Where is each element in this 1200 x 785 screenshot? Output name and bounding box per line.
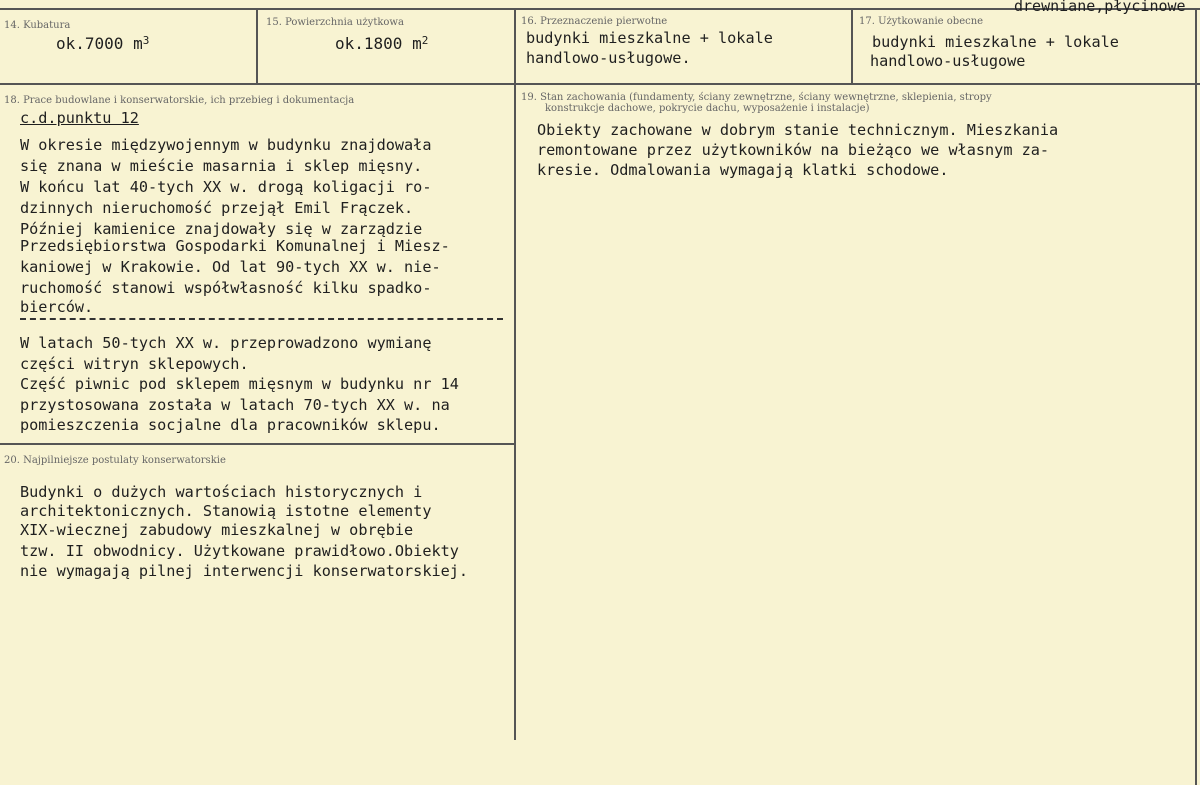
f18-a-line-2: się znana w mieście masarnia i sklep mięsny. xyxy=(20,157,423,175)
f17-label: 17. Użytkowanie obecne xyxy=(859,16,984,27)
divider-14-15 xyxy=(256,10,258,83)
f15-value-sup: 2 xyxy=(421,34,429,47)
f18-a-line-8: ruchomość stanowi współwłasność kilku spadko- xyxy=(20,279,432,297)
f14-label: 14. Kubatura xyxy=(4,20,71,31)
f14-value-text: ok.7000 m xyxy=(56,34,143,53)
f19-line-1: Obiekty zachowane w dobrym stanie technicznym. Mieszkania xyxy=(537,121,1059,139)
f19-line-3: kresie. Odmalowania wymagają klatki schodowe. xyxy=(537,161,949,179)
f18-a-line-7: kaniowej w Krakowie. Od lat 90-tych XX w. nie- xyxy=(20,258,441,276)
f17-line-2: handlowo-usługowe xyxy=(870,52,1026,70)
f20-label: 20. Najpilniejsze postulaty konserwatorskie xyxy=(4,455,226,466)
top-row-bottom-rule xyxy=(0,83,1200,85)
f20-line-3: XIX-wiecznej zabudowy mieszkalnej w obrębie xyxy=(20,521,414,539)
f18-b-line-1: W latach 50-tych XX w. przeprowadzono wymianę xyxy=(20,334,432,352)
f18-a-line-1: W okresie międzywojennym w budynku znajdowała xyxy=(20,136,432,154)
f18-a-line-6: Przedsiębiorstwa Gospodarki Komunalnej i Miesz- xyxy=(20,237,450,255)
f17-line-1: budynki mieszkalne + lokale xyxy=(872,33,1119,51)
f18-b-line-5: pomieszczenia socjalne dla pracowników sklepu. xyxy=(20,416,441,434)
f18-b-line-2: części witryn sklepowych. xyxy=(20,355,249,373)
right-edge-rule xyxy=(1195,10,1197,785)
divider-15-16 xyxy=(514,10,516,83)
f16-label: 16. Przeznaczenie pierwotne xyxy=(521,16,668,27)
f20-line-1: Budynki o dużych wartościach historycznych i xyxy=(20,483,423,501)
f15-value-text: ok.1800 m xyxy=(335,34,422,53)
divider-16-17 xyxy=(851,10,853,83)
f18-a-line-3: W końcu lat 40-tych XX w. drogą koligacji ro- xyxy=(20,178,432,196)
f18-label: 18. Prace budowlane i konserwatorskie, ich przebieg i dokumentacja xyxy=(4,95,355,106)
f20-line-4: tzw. II obwodnicy. Użytkowane prawidłowo.Obiekty xyxy=(20,542,459,560)
f16-line-2: handlowo-usługowe. xyxy=(526,49,691,67)
f18-a-line-5: Później kamienice znajdowały się w zarządzie xyxy=(20,220,423,238)
f16-line-1: budynki mieszkalne + lokale xyxy=(526,29,773,47)
f19-label-line-2: konstrukcje dachowe, pokrycie dachu, wyposażenie i instalacje) xyxy=(545,103,870,114)
f18-b-line-3: Część piwnic pod sklepem mięsnym w budynku nr 14 xyxy=(20,375,459,393)
f18-b-line-4: przystosowana została w latach 70-tych XX w. na xyxy=(20,396,450,414)
overflow-text: drewniane,płycinowe xyxy=(1014,0,1186,15)
main-vertical-divider xyxy=(514,85,516,740)
f20-line-2: architektonicznych. Stanowią istotne elementy xyxy=(20,502,432,520)
f14-value xyxy=(56,34,149,55)
f18-heading: c.d.punktu 12 xyxy=(20,109,139,127)
f18-f20-rule xyxy=(0,443,514,445)
f18-a-line-4: dzinnych nieruchomość przejął Emil Frączek. xyxy=(20,199,414,217)
f14-value-sup: 3 xyxy=(142,34,150,47)
f15-value xyxy=(335,34,428,55)
f19-label-line-1: 19. Stan zachowania (fundamenty, ściany zewnętrzne, ściany wewnętrzne, sklepienia, stropy xyxy=(521,92,992,103)
f15-label: 15. Powierzchnia użytkowa xyxy=(266,17,404,28)
f19-line-2: remontowane przez użytkowników na bieżąco we własnym za- xyxy=(537,141,1050,159)
f20-line-5: nie wymagają pilnej interwencji konserwatorskiej. xyxy=(20,562,469,580)
dashed-separator xyxy=(20,318,503,320)
f18-a-line-9: bierców. xyxy=(20,298,94,316)
